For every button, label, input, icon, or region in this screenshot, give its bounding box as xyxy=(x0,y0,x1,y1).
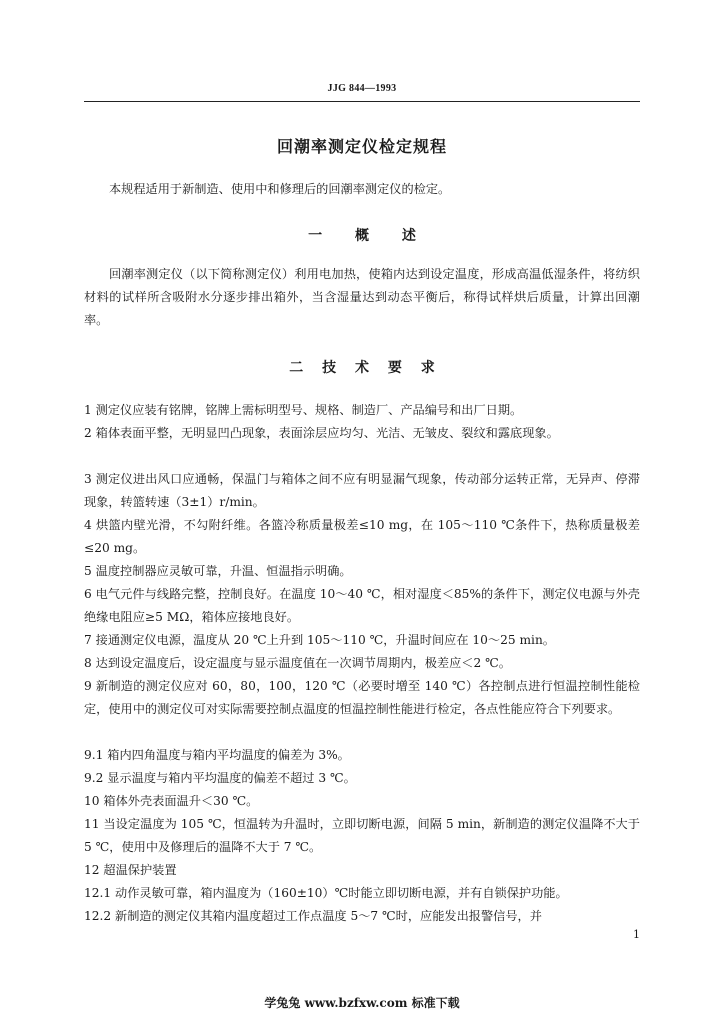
requirement-item-5: 5 温度控制器应灵敏可靠，升温、恒温指示明确。 xyxy=(84,564,352,578)
section-1-paragraph: 回潮率测定仪（以下简称测定仪）利用电加热，使箱内达到设定温度，形成高温低湿条件，将纺织材料的试样所含吸附水分逐步排出箱外，当含湿量达到动态平衡后，称得试样烘后质量，计算出回潮率。 xyxy=(84,267,640,327)
header-divider xyxy=(84,101,640,102)
requirement-item-6: 6 电气元件与线路完整，控制良好。在温度 10～40 ℃，相对湿度＜85%的条件下，测定仪电源与外壳绝缘电阻应≥5 MΩ，箱体应接地良好。 xyxy=(84,587,640,624)
requirement-item-7: 7 接通测定仪电源，温度从 20 ℃上升到 105～110 ℃，升温时间应在 10～25 min。 xyxy=(84,633,555,647)
scope-statement: 本规程适用于新制造、使用中和修理后的回潮率测定仪的检定。 xyxy=(109,182,451,196)
page-number: 1 xyxy=(633,928,640,941)
requirement-item-9-2: 9.2 显示温度与箱内平均温度的偏差不超过 3 ℃。 xyxy=(84,771,356,785)
standard-code: JJG 844—1993 xyxy=(327,83,397,94)
requirement-item-8: 8 达到设定温度后，设定温度与显示温度值在一次调节周期内，极差应＜2 ℃。 xyxy=(84,656,511,670)
requirement-item-12-2: 12.2 新制造的测定仪其箱内温度超过工作点温度 5～7 ℃时，应能发出报警信号，并 xyxy=(84,909,542,923)
requirement-item-4: 4 烘篮内壁光滑，不勾附纤维。各篮冷称质量极差≤10 mg，在 105～110 ℃条件下，热称质量极差≤20 mg。 xyxy=(84,518,640,555)
requirement-item-10: 10 箱体外壳表面温升＜30 ℃。 xyxy=(84,794,259,808)
requirement-item-2: 2 箱体表面平整，无明显凹凸现象，表面涂层应均匀、光洁、无皱皮、裂纹和露底现象。 xyxy=(84,426,559,440)
requirement-item-9: 9 新制造的测定仪应对 60，80，100，120 ℃（必要时增至 140 ℃）各控制点进行恒温控制性能检定，使用中的测定仪可对实际需要控制点温度的恒温控制性能进行检定，各点性能应符合下列要求。 xyxy=(84,679,640,716)
footer-watermark: 学兔兔 www.bzfxw.com 标准下载 xyxy=(264,996,460,1010)
section-2-title: 二 技 术 要 求 xyxy=(289,360,435,376)
document-title: 回潮率测定仪检定规程 xyxy=(276,137,447,156)
section-1-title: 一 概 述 xyxy=(308,228,416,244)
requirement-item-12: 12 超温保护装置 xyxy=(84,863,177,877)
requirement-item-9-1: 9.1 箱内四角温度与箱内平均温度的偏差为 3%。 xyxy=(84,748,350,762)
requirement-item-3: 3 测定仪进出风口应通畅，保温门与箱体之间不应有明显漏气现象，传动部分运转正常，无异声、停滞现象，转篮转速（3±1）r/min。 xyxy=(84,472,640,509)
requirement-item-12-1: 12.1 动作灵敏可靠，箱内温度为（160±10）℃时能立即切断电源，并有自锁保护功能。 xyxy=(84,886,568,900)
requirement-item-11: 11 当设定温度为 105 ℃，恒温转为升温时，立即切断电源，间隔 5 min，新制造的测定仪温降不大于 5 ℃，使用中及修理后的温降不大于 7 ℃。 xyxy=(84,817,640,854)
requirement-item-1: 1 测定仪应装有铭牌，铭牌上需标明型号、规格、制造厂、产品编号和出厂日期。 xyxy=(84,403,523,417)
